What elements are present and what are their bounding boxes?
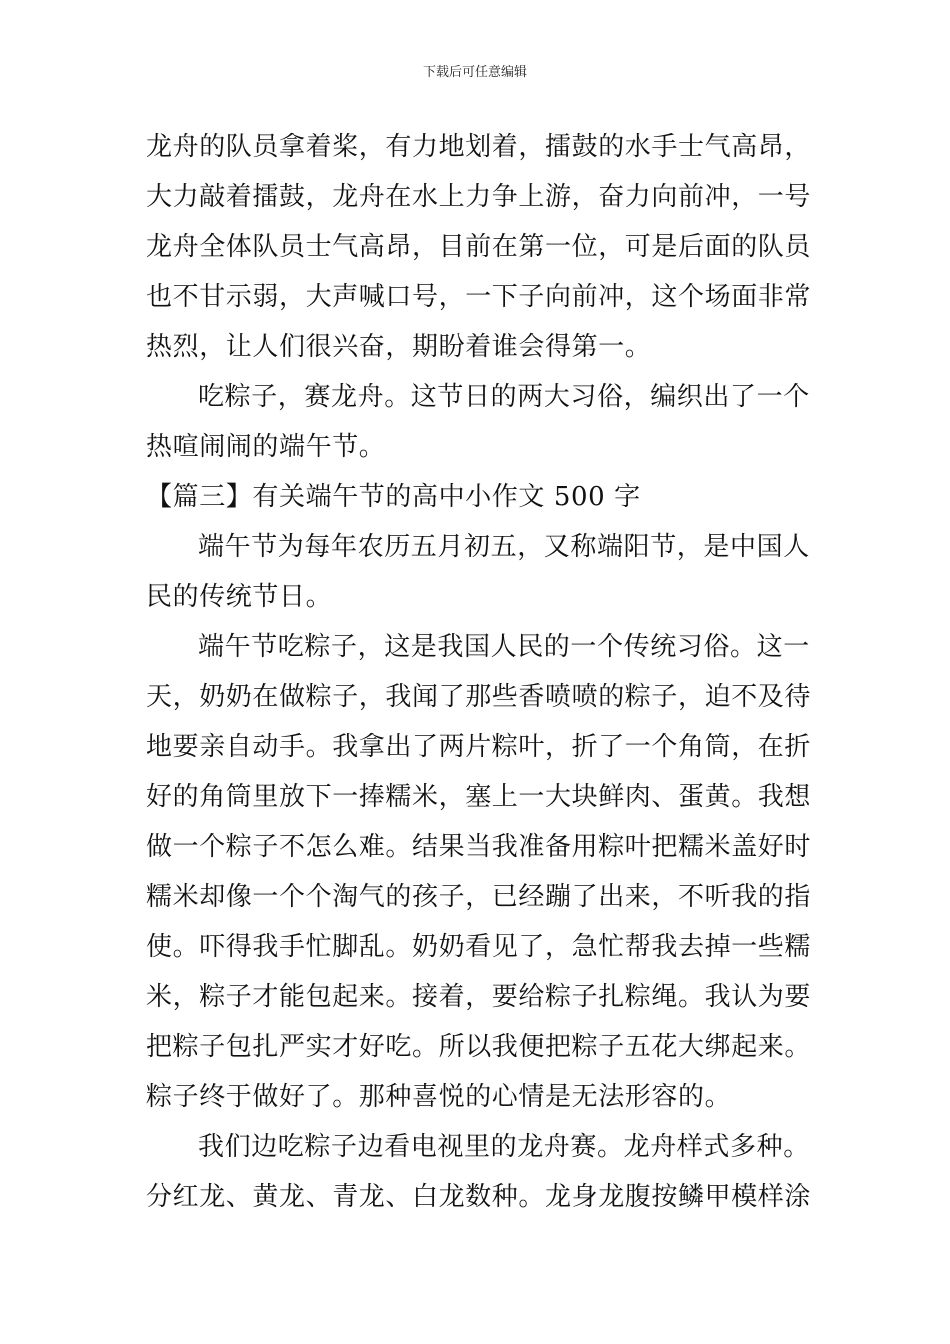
page-header: 下载后可任意编辑 xyxy=(422,65,527,80)
text-line: 米，粽子才能包起来。接着，要给粽子扎粽绳。我认为要 xyxy=(146,982,812,1012)
paragraph-start-line: 吃粽子，赛龙舟。这节日的两大习俗，编织出了一个 xyxy=(198,382,810,412)
text-line: 大力敲着擂鼓，龙舟在水上力争上游，奋力向前冲，一号 xyxy=(146,182,812,212)
paragraph-start-line: 端午节为每年农历五月初五，又称端阳节，是中国人 xyxy=(198,532,810,562)
section-heading: 【篇三】有关端午节的高中小作文 500 字 xyxy=(146,482,641,512)
text-line: 民的传统节日。 xyxy=(146,582,333,612)
text-line: 龙舟的队员拿着桨，有力地划着，擂鼓的水手士气高昂， xyxy=(146,132,812,162)
text-line: 热喧闹闹的端午节。 xyxy=(146,432,386,462)
text-line: 也不甘示弱，大声喊口号，一下子向前冲，这个场面非常 xyxy=(146,282,812,312)
paragraph-start-line: 端午节吃粽子，这是我国人民的一个传统习俗。这一 xyxy=(198,632,810,662)
text-line: 天，奶奶在做粽子，我闻了那些香喷喷的粽子，迫不及待 xyxy=(146,682,812,712)
text-line: 龙舟全体队员士气高昂，目前在第一位，可是后面的队员 xyxy=(146,232,812,262)
text-line: 糯米却像一个个淘气的孩子，已经蹦了出来，不听我的指 xyxy=(146,882,812,912)
text-line: 把粽子包扎严实才好吃。所以我便把粽子五花大绑起来。 xyxy=(146,1032,812,1062)
text-line: 粽子终于做好了。那种喜悦的心情是无法形容的。 xyxy=(146,1082,732,1112)
text-line: 使。吓得我手忙脚乱。奶奶看见了，急忙帮我去掉一些糯 xyxy=(146,932,812,962)
text-line: 地要亲自动手。我拿出了两片粽叶，折了一个角筒，在折 xyxy=(146,732,812,762)
text-line: 好的角筒里放下一捧糯米，塞上一大块鲜肉、蛋黄。我想 xyxy=(146,782,812,812)
paragraph-start-line: 我们边吃粽子边看电视里的龙舟赛。龙舟样式多种。 xyxy=(198,1132,810,1162)
text-line: 分红龙、黄龙、青龙、白龙数种。龙身龙腹按鳞甲模样涂 xyxy=(146,1182,812,1212)
text-line: 做一个粽子不怎么难。结果当我准备用粽叶把糯米盖好时 xyxy=(146,832,812,862)
body-text xyxy=(146,122,812,1222)
text-line: 热烈，让人们很兴奋，期盼着谁会得第一。 xyxy=(146,332,652,362)
